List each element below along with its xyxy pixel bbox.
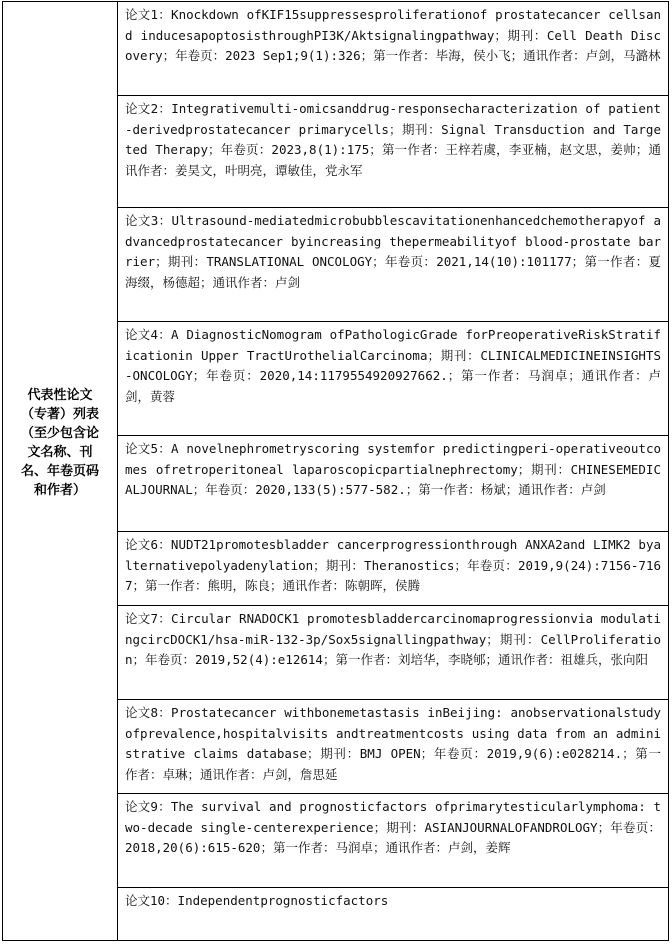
- paper-entry-10: 论文10：Independentprognosticfactors: [125, 893, 389, 908]
- section-label: 代表性论文 （专著）列表 （至少包含论 文名称、刊 名、年卷页码 和作者）: [20, 388, 99, 498]
- paper-entry-3: 论文3：Ultrasound-mediatedmicrobubblescavitationenhancedchemotherapyof advancedprostatecancer byincreasing thepermeabilityof blood-prostate barrier；期刊：TRANSLATIONAL ONCOLOGY；年卷页：2021,14(10):101177；第一作者：夏海缀，杨德超；通讯作者：卢剑: [118, 208, 668, 322]
- paper-entry-9: 论文9：The survival and prognosticfactors ofprimarytesticularlymphoma: two-decade single-centerexperience；期刊：ASIANJOURNALOFANDROLOGY；年卷页：2018,20(6):615-620；第一作者：马润卓；通讯作者：卢剑，姜辉: [118, 794, 668, 888]
- paper-entry-8: 论文8：Prostatecancer withbonemetastasis inBeijing: anobservationalstudy ofprevalence,hospitalvisits andtreatmentcosts using data from an administrative claims database；期刊：BMJ OPEN；年卷页：2019,9(6):e028214.；第一作者：卓琳；通讯作者：卢剑，詹思延: [118, 700, 668, 794]
- paper-entry-5: 论文5：A novelnephrometryscoring systemfor predictingperi-operativeoutcomes ofretroperitoneal laparoscopicpartialnephrectomy；期刊：CHINESEMEDICALJOURNAL；年卷页：2020,133(5):577-582.；第一作者：杨斌；通讯作者：卢剑: [118, 436, 668, 532]
- paper-list-table: [2, 1, 669, 941]
- label-cell: [3, 2, 118, 940]
- paper-entry-4: 论文4：A DiagnosticNomogram ofPathologicGrade forPreoperativeRiskStratificationin Upper TractUrothelialCarcinoma；期刊：CLINICALMEDICINEINSIGHTS-ONCOLOGY；年卷页：2020,14:1179554920927662.；第一作者：马润卓；通讯作者：卢剑，黄蓉: [118, 322, 668, 436]
- paper-entry-7: 论文7：Circular RNADOCK1 promotesbladdercarcinomaprogressionvia modulatingcircDOCK1/hsa-miR-132-3p/Sox5signallingpathway；期刊：CellProliferation；年卷页：2019,52(4):e12614；第一作者：刘培华，李晓郇；通讯作者：祖雄兵，张向阳: [118, 606, 668, 700]
- paper-entry-1: 论文1：Knockdown ofKIF15suppressesproliferationof prostatecancer cellsand inducesapoptosisthroughPI3K/Aktsignalingpathway；期刊：Cell Death Discovery；年卷页：2023 Sep1;9(1):326；第一作者：毕海，侯小飞；通讯作者：卢剑，马潞林: [118, 2, 668, 96]
- paper-entry-6: 论文6：NUDT21promotesbladder cancerprogressionthrough ANXA2and LIMK2 byalternativepolyadenylation；期刊：Theranostics；年卷页：2019,9(24):7156-7167；第一作者：熊明，陈良；通讯作者：陈朝晖，侯腾: [118, 532, 668, 606]
- paper-entry-2: 论文2：Integrativemulti-omicsanddrug-responsecharacterization of patient-derivedprostatecancer primarycells；期刊：Signal Transduction and Targeted Therapy；年卷页：2023,8(1):175；第一作者：王梓若虞，李亚楠，赵文思，姜帅；通讯作者：姜昊文，叶明亮，谭敏佳，党永军: [118, 96, 668, 208]
- paper-entries: [118, 2, 668, 940]
